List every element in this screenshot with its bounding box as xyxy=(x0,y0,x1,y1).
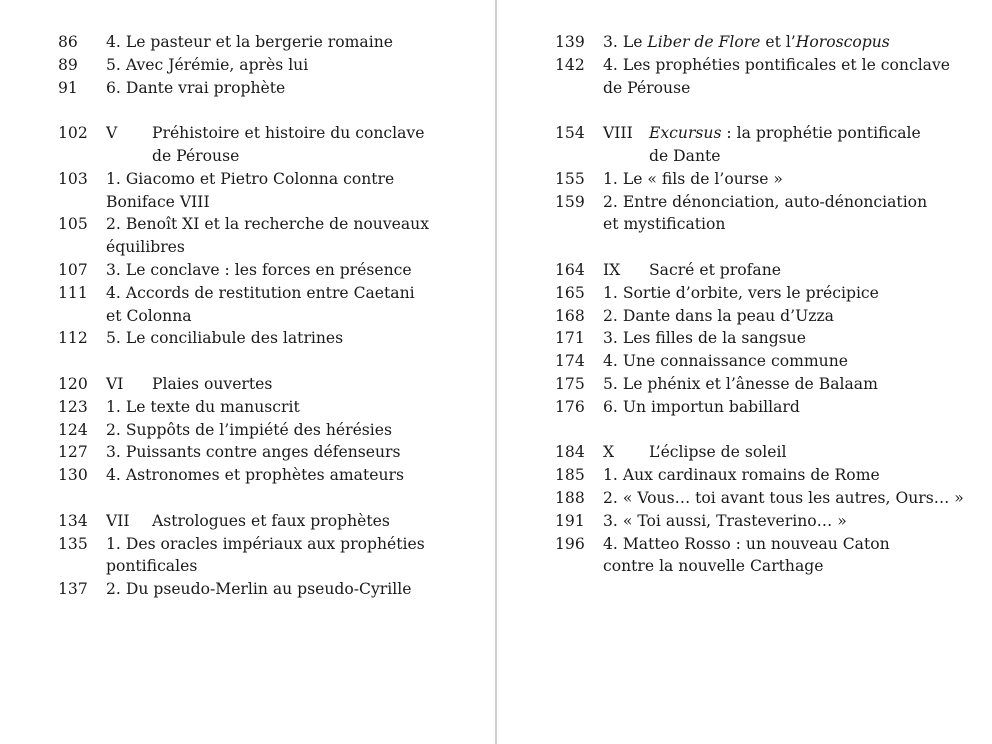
toc-entry-row xyxy=(555,282,975,305)
page-number: 111 xyxy=(58,283,88,302)
toc-chapter-row xyxy=(555,441,975,464)
toc-entry-row xyxy=(555,533,975,556)
entry-title: 2. Du pseudo-Merlin au pseudo-Cyrille xyxy=(106,580,412,599)
left-toc xyxy=(58,31,478,601)
entry-title: 5. Avec Jérémie, après lui xyxy=(106,55,309,74)
toc-chapter-row xyxy=(555,145,975,168)
toc-entry-row xyxy=(555,373,975,396)
toc-entry-row xyxy=(58,282,478,305)
toc-entry-row xyxy=(58,419,478,442)
entry-title: 6. Un importun babillard xyxy=(603,397,800,416)
page-number xyxy=(555,213,603,236)
entry-title: 3. Puissants contre anges défenseurs xyxy=(106,443,401,462)
page-number: 164 xyxy=(555,260,585,279)
toc-entry-row xyxy=(58,77,478,100)
entry-title: et mystification xyxy=(603,215,726,234)
toc-entry-row xyxy=(555,191,975,214)
chapter-title: Excursus : la prophétie pontificale xyxy=(649,124,921,143)
page-number: 124 xyxy=(58,420,88,439)
entry-title: 4. Astronomes et prophètes amateurs xyxy=(106,466,404,485)
section-gap xyxy=(555,419,975,442)
page-number: 165 xyxy=(555,283,585,302)
left-page xyxy=(0,0,495,744)
page-number: 86 xyxy=(58,33,78,51)
toc-entry-row xyxy=(555,464,975,487)
toc-entry-row xyxy=(555,305,975,328)
toc-entry-row xyxy=(58,54,478,77)
entry-title: 5. Le conciliabule des latrines xyxy=(106,329,344,348)
page-number: 91 xyxy=(58,78,78,97)
toc-entry-row xyxy=(58,533,478,556)
entry-title: 4. Accords de restitution entre Caetani xyxy=(106,283,415,302)
page-number: 188 xyxy=(555,488,585,507)
page-number: 168 xyxy=(555,306,585,325)
page-number: 123 xyxy=(58,397,88,416)
entry-title: 4. Le pasteur et la bergerie romaine xyxy=(106,33,393,51)
entry-title: 3. Les filles de la sangsue xyxy=(603,329,806,348)
page-number: 130 xyxy=(58,466,88,485)
toc-entry-row xyxy=(58,259,478,282)
toc-chapter-row xyxy=(58,510,478,533)
page-number: 155 xyxy=(555,169,585,188)
chapter-number: VI xyxy=(106,374,124,393)
toc-entry-row xyxy=(58,305,478,328)
chapter-title: de Pérouse xyxy=(152,146,240,165)
entry-title: 2. Benoît XI et la recherche de nouveaux xyxy=(106,215,429,234)
page-number: 142 xyxy=(555,55,585,74)
toc-entry-row xyxy=(58,213,478,236)
toc-chapter-row xyxy=(555,122,975,145)
toc-entry-row xyxy=(58,464,478,487)
page-number: 184 xyxy=(555,443,585,462)
chapter-number: VIII xyxy=(603,124,633,143)
toc-entry-row xyxy=(555,54,975,77)
entry-title: 2. « Vous… toi avant tous les autres, Ours… » xyxy=(603,488,964,507)
page-number: 102 xyxy=(58,124,88,143)
page-number xyxy=(555,77,603,100)
toc-chapter-row xyxy=(58,373,478,396)
page-number: 112 xyxy=(58,329,88,348)
right-toc xyxy=(555,31,975,578)
entry-title: 3. « Toi aussi, Trasteverino… » xyxy=(603,511,847,530)
page-number: 174 xyxy=(555,352,585,371)
page-number: 191 xyxy=(555,511,585,530)
toc-chapter-row xyxy=(58,145,478,168)
entry-title: Boniface VIII xyxy=(106,192,210,211)
chapter-number: V xyxy=(106,124,118,143)
entry-title: 2. Dante dans la peau d’Uzza xyxy=(603,306,834,325)
page-number xyxy=(58,236,106,259)
page-number: 185 xyxy=(555,466,585,485)
section-gap xyxy=(58,487,478,510)
page-number: 127 xyxy=(58,443,88,462)
page-number: 196 xyxy=(555,534,585,553)
toc-entry-row xyxy=(555,555,975,578)
page-number xyxy=(58,305,106,328)
page-number: 175 xyxy=(555,374,585,393)
page-number xyxy=(555,145,603,168)
page-number xyxy=(58,555,106,578)
chapter-title: Préhistoire et histoire du conclave xyxy=(152,124,425,143)
toc-chapter-row xyxy=(555,259,975,282)
toc-entry-row xyxy=(58,578,478,601)
entry-title: 1. Giacomo et Pietro Colonna contre xyxy=(106,169,395,188)
page-number: 105 xyxy=(58,215,88,234)
toc-entry-row xyxy=(555,396,975,419)
entry-title: 1. Le « fils de l’ourse » xyxy=(603,169,783,188)
toc-entry-row xyxy=(58,31,478,54)
entry-title: 1. Le texte du manuscrit xyxy=(106,397,300,416)
toc-entry-row xyxy=(58,191,478,214)
entry-title: 6. Dante vrai prophète xyxy=(106,78,286,97)
page-number xyxy=(555,555,603,578)
chapter-number: X xyxy=(603,443,615,462)
toc-entry-row xyxy=(555,168,975,191)
toc-entry-row xyxy=(58,441,478,464)
entry-title: 5. Le phénix et l’ânesse de Balaam xyxy=(603,374,878,393)
page-number: 137 xyxy=(58,580,88,599)
chapter-title: Astrologues et faux prophètes xyxy=(152,511,390,530)
toc-entry-row xyxy=(58,327,478,350)
page-number: 107 xyxy=(58,260,88,279)
entry-title: 1. Sortie d’orbite, vers le précipice xyxy=(603,283,879,302)
toc-entry-row xyxy=(555,487,975,510)
section-gap xyxy=(58,350,478,373)
page-number xyxy=(58,145,106,168)
toc-chapter-row xyxy=(58,122,478,145)
toc-entry-row xyxy=(58,396,478,419)
chapter-title: de Dante xyxy=(649,146,721,165)
toc-entry-row xyxy=(555,213,975,236)
entry-title: contre la nouvelle Carthage xyxy=(603,557,824,576)
entry-title: 3. Le Liber de Flore et l’Horoscopus xyxy=(603,33,890,51)
toc-entry-row xyxy=(555,77,975,100)
page-number: 134 xyxy=(58,511,88,530)
toc-entry-row xyxy=(555,327,975,350)
toc-entry-row xyxy=(58,236,478,259)
page-number xyxy=(58,191,106,214)
entry-title: 2. Entre dénonciation, auto-dénonciation xyxy=(603,192,928,211)
page-number: 154 xyxy=(555,124,585,143)
page-number: 159 xyxy=(555,192,585,211)
chapter-title: Plaies ouvertes xyxy=(152,374,273,393)
page-number: 103 xyxy=(58,169,88,188)
entry-title: 4. Les prophéties pontificales et le conclave xyxy=(603,55,951,74)
toc-entry-row xyxy=(555,350,975,373)
entry-title: et Colonna xyxy=(106,306,192,325)
page-number: 135 xyxy=(58,534,88,553)
page-number: 89 xyxy=(58,55,78,74)
page-number: 139 xyxy=(555,33,585,51)
page-number: 176 xyxy=(555,397,585,416)
entry-title: 1. Des oracles impériaux aux prophéties xyxy=(106,534,425,553)
toc-entry-row xyxy=(555,510,975,533)
entry-title: 1. Aux cardinaux romains de Rome xyxy=(603,466,880,485)
entry-title: pontificales xyxy=(106,557,198,576)
toc-entry-row xyxy=(555,31,975,54)
toc-entry-row xyxy=(58,555,478,578)
entry-title: équilibres xyxy=(106,238,185,257)
chapter-title: Sacré et profane xyxy=(649,260,781,279)
entry-title: 4. Une connaissance commune xyxy=(603,352,848,371)
entry-title: 3. Le conclave : les forces en présence xyxy=(106,260,412,279)
section-gap xyxy=(555,99,975,122)
chapter-number: VII xyxy=(106,511,130,530)
chapter-number: IX xyxy=(603,260,621,279)
toc-entry-row xyxy=(58,168,478,191)
page-number: 120 xyxy=(58,374,88,393)
section-gap xyxy=(58,99,478,122)
entry-title: 2. Suppôts de l’impiété des hérésies xyxy=(106,420,393,439)
chapter-title: L’éclipse de soleil xyxy=(649,443,787,462)
entry-title: 4. Matteo Rosso : un nouveau Caton xyxy=(603,534,890,553)
right-page xyxy=(497,0,992,744)
entry-title: de Pérouse xyxy=(603,78,691,97)
section-gap xyxy=(555,236,975,259)
page-number: 171 xyxy=(555,329,585,348)
